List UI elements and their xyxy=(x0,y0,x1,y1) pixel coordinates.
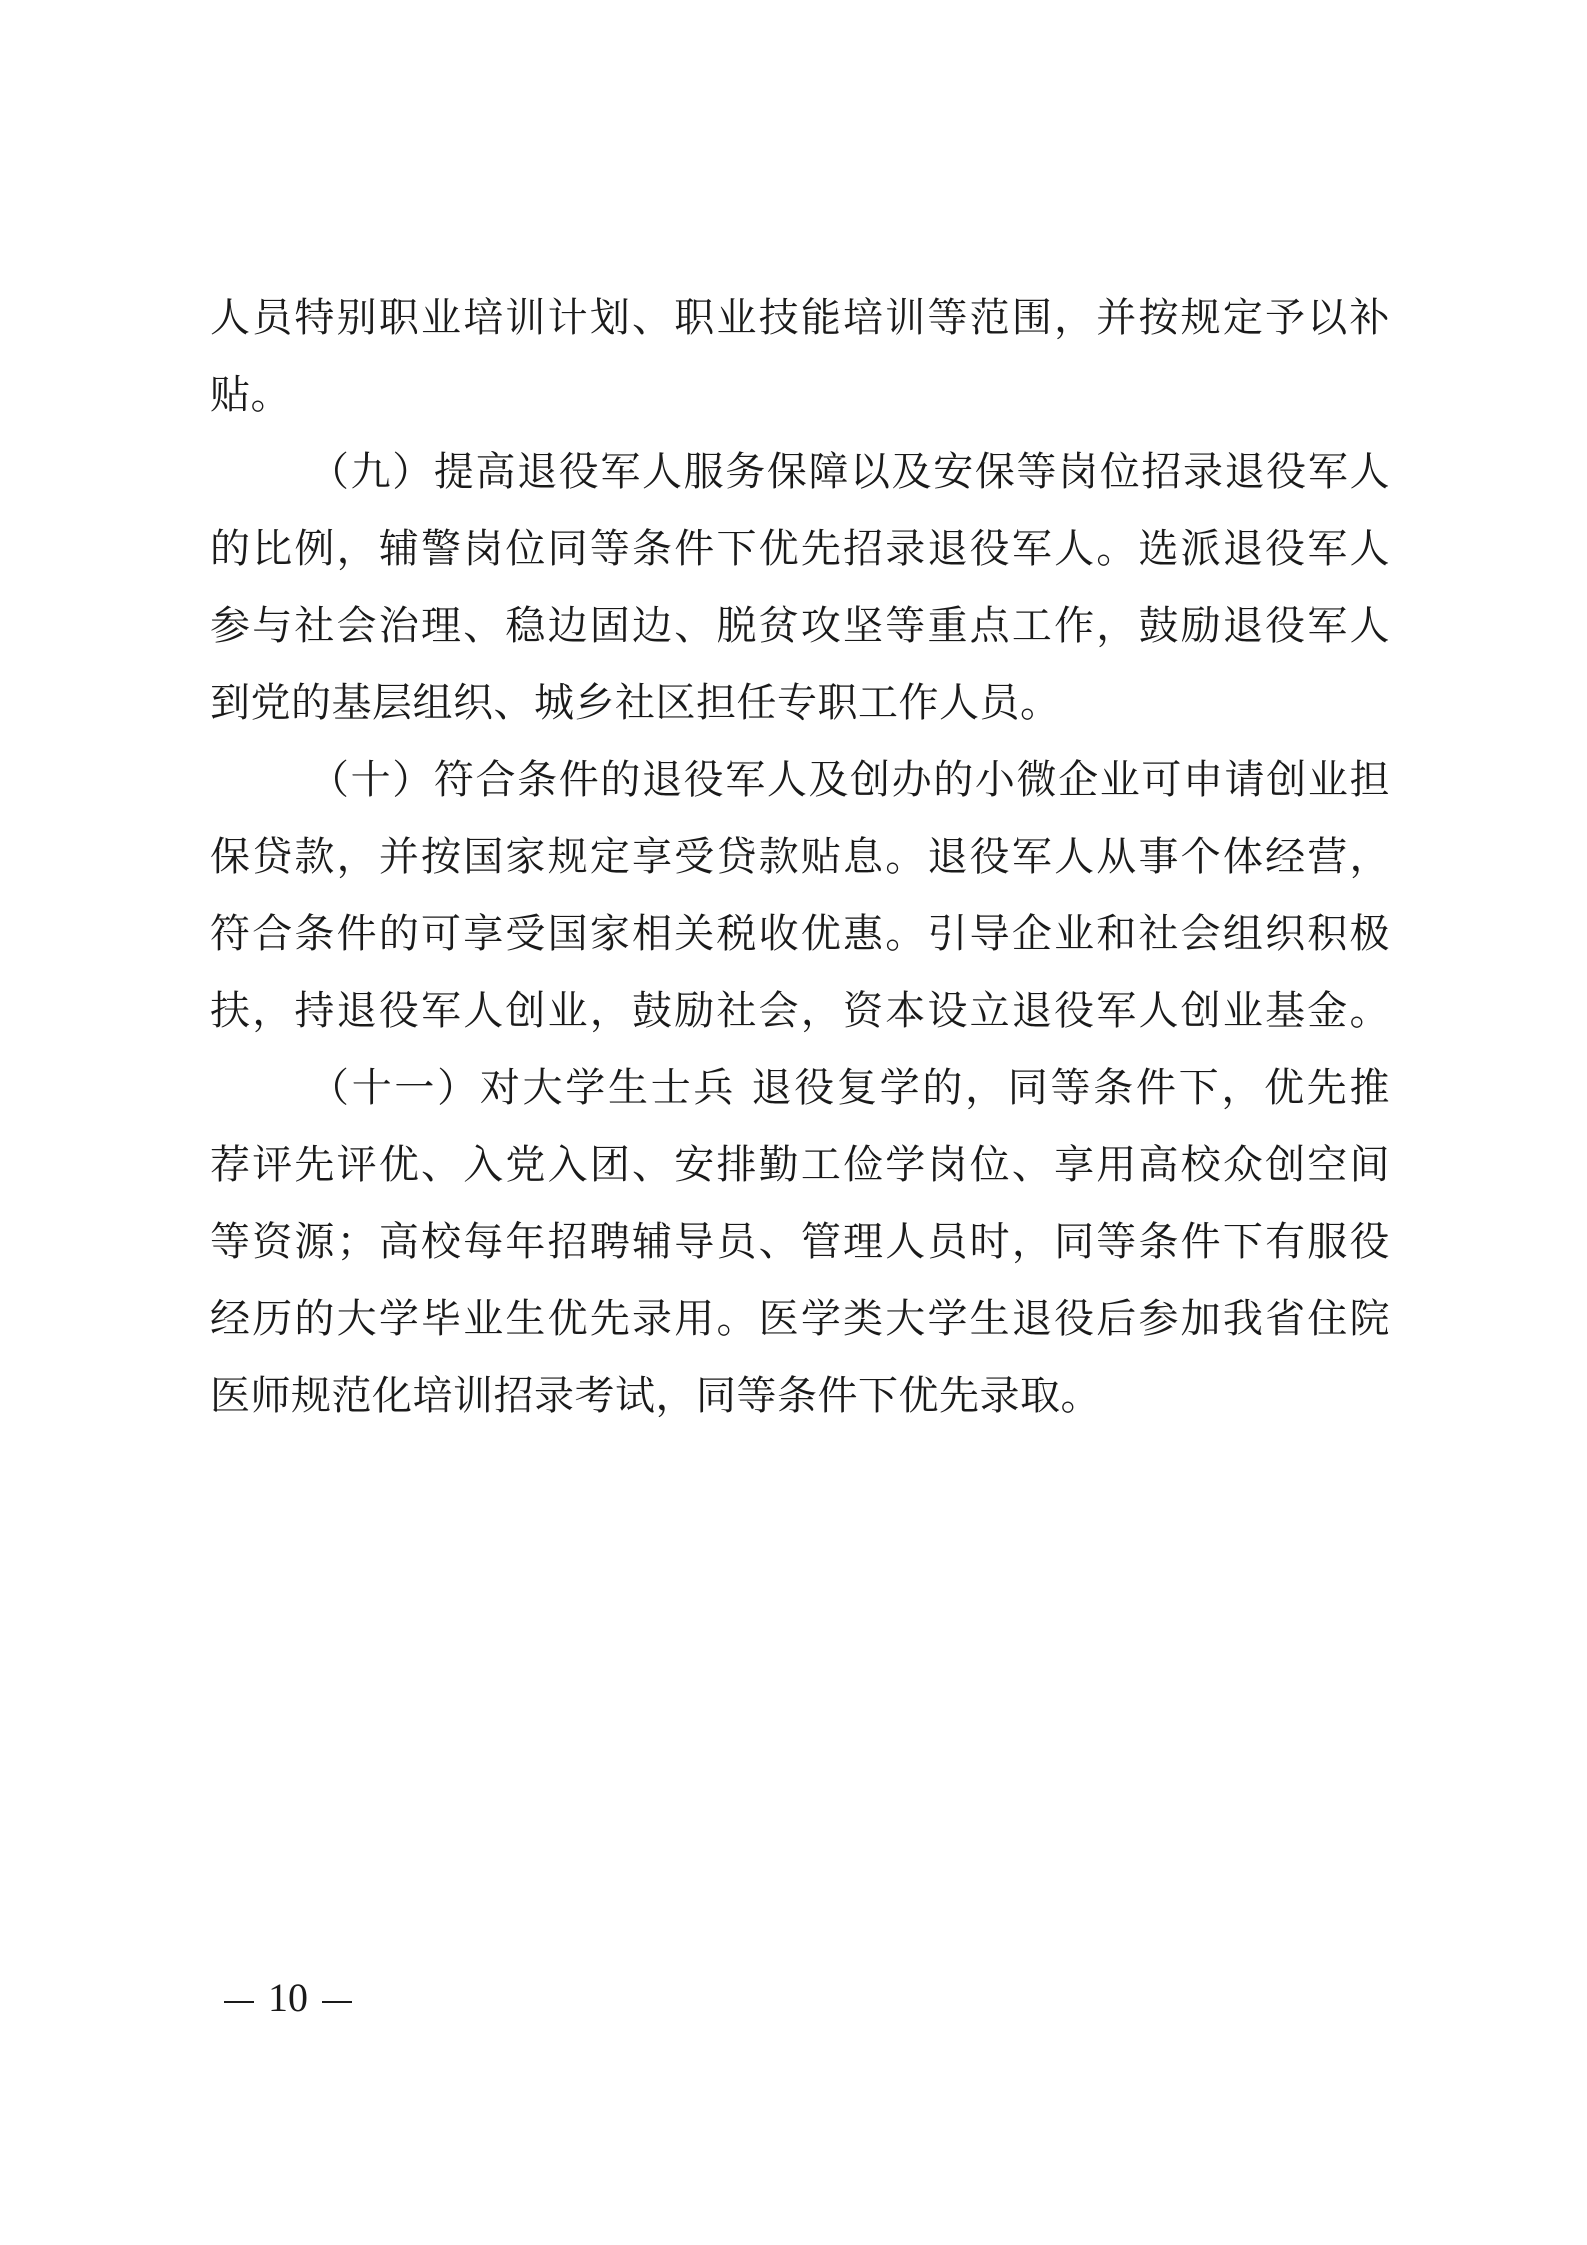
text-line: 扶，持退役军人创业，鼓励社会，资本设立退役军人创业基金。 xyxy=(210,988,1390,1034)
page-number xyxy=(210,1968,366,2028)
paragraph-11-first-line: （十一）对大学生士兵 退役复学的，同等条件下，优先推 xyxy=(309,1065,1390,1111)
text-line: 经历的大学毕业生优先录用。医学类大学生退役后参加我省住院 xyxy=(210,1296,1390,1342)
text-line: 到党的基层组织、城乡社区担任专职工作人员。 xyxy=(210,680,1061,726)
paragraph-9-first-line: （九）提高退役军人服务保障以及安保等岗位招录退役军人 xyxy=(309,449,1390,495)
text-line: 人员特别职业培训计划、职业技能培训等范围，并按规定予以补 xyxy=(210,295,1390,341)
text-line: 贴。 xyxy=(210,372,291,418)
page-number-value: 10 xyxy=(268,1975,308,2020)
text-line: 荐评先评优、入党入团、安排勤工俭学岗位、享用高校众创空间 xyxy=(210,1142,1390,1188)
page-number-left-dash xyxy=(224,2001,254,2003)
text-line: 符合条件的可享受国家相关税收优惠。引导企业和社会组织积极 xyxy=(210,911,1390,957)
text-line: 保贷款，并按国家规定享受贷款贴息。退役军人从事个体经营， xyxy=(210,834,1390,880)
text-line: 医师规范化培训招录考试，同等条件下优先录取。 xyxy=(210,1373,1101,1419)
text-line: 的比例，辅警岗位同等条件下优先招录退役军人。选派退役军人 xyxy=(210,526,1390,572)
text-line: 等资源；高校每年招聘辅导员、管理人员时，同等条件下有服役 xyxy=(210,1219,1390,1265)
paragraph-10-first-line: （十）符合条件的退役军人及创办的小微企业可申请创业担 xyxy=(309,757,1390,803)
text-line: 参与社会治理、稳边固边、脱贫攻坚等重点工作，鼓励退役军人 xyxy=(210,603,1390,649)
page-number-right-dash xyxy=(322,2001,352,2003)
